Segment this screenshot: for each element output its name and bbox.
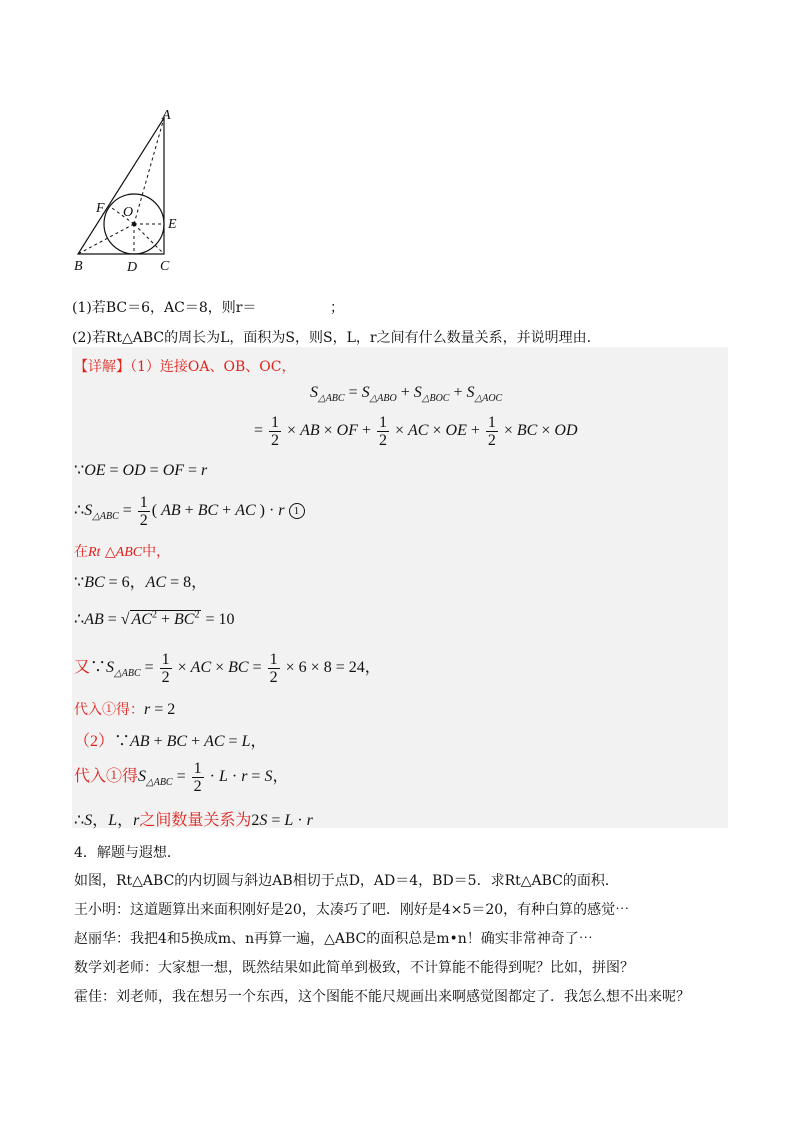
solution-line-9: 又$\because S_{\triangle ABC}$ = $\frac{1}{2}$ × AC × BC = $\frac{1}{2}$ × 6 × 8 = 24， — [74, 651, 381, 686]
next-p3: 赵丽华：我把4和5换成m、n再算一遍，△ABC的面积总是m•n！确实非常神奇了⋯ — [74, 931, 593, 947]
solution-line-13: ∴S，L，r之间数量关系为2S = L · r — [74, 812, 313, 829]
label-o: O — [123, 205, 134, 220]
label-e: E — [168, 217, 177, 232]
label-c: C — [160, 259, 170, 274]
solution-line-10: 代入①得：r = 2 — [74, 701, 176, 718]
next-p4: 数学刘老师：大家想一想，既然结果如此简单到极致，不计算能不能得到呢？比如，拼图？ — [74, 960, 634, 976]
solution-line-3: = $\frac{1}{2}$ × AB × OF + $\frac{1}{2}$ × AC × OE + $\frac{1}{2}$ × BC × OD — [254, 414, 578, 449]
question-2: (2)若Rt△ABC的周长为L，面积为S，则S，L，r之间有什么数量关系，并说明理由. — [72, 330, 592, 346]
label-a: A — [162, 108, 171, 123]
solution-line-12: 代入①得$S_{\triangle ABC}$ = $\frac{1}{2}$ · L · r = S， — [74, 760, 289, 795]
label-b: B — [74, 259, 83, 274]
solution-tag: 【详解】 — [74, 359, 130, 375]
next-p2: 王小明：这道题算出来面积刚好是20，太凑巧了吧．刚好是4×5＝20，有种白算的感觉⋯ — [74, 902, 630, 918]
solution-step-1: （1）连接OA、OB、OC， — [130, 359, 296, 375]
triangle-incircle-figure — [60, 100, 200, 280]
solution-line-8: ∴AB = √ $AC^2 + BC^2 = 10$ — [74, 609, 235, 628]
triangle-abc — [78, 118, 164, 254]
next-p1: 如图，Rt△ABC的内切圆与斜边AB相切于点D，AD＝4，BD＝5．求Rt△ABC的面积． — [74, 873, 619, 889]
solution-line-7: ∵BC = 6，AC = 8， — [74, 574, 208, 591]
solution-line-1 — [74, 356, 295, 376]
solution-line-6: 在Rt △ABC中， — [74, 544, 171, 560]
question-1-end: ； — [330, 300, 344, 316]
question-1: (1)若BC＝6，AC＝8，则r＝ — [72, 300, 257, 316]
label-d: D — [127, 260, 138, 275]
solution-line-11: （2）∵AB + BC + AC = L， — [74, 733, 267, 750]
solution-line-5: $\therefore S_{\triangle ABC}$ = $\frac{1}{2}$ ( AB + BC + AC ) · r 1 — [74, 494, 305, 529]
label-f: F — [96, 201, 105, 216]
next-title: 4．解题与遐想． — [74, 845, 181, 861]
center-point — [132, 222, 136, 226]
next-p5: 霍佳：刘老师，我在想另一个东西，这个图能不能尺规画出来啊感觉图都定了．我怎么想不出来呢？ — [74, 989, 690, 1005]
segment-ob — [78, 224, 134, 254]
solution-line-2: $S_{\triangle ABC} = S_{\triangle ABO} + S_{\triangle BOC} + S_{\triangle AOC}$ — [310, 384, 503, 404]
solution-line-4: ∵OE = OD = OF = r — [74, 462, 208, 479]
